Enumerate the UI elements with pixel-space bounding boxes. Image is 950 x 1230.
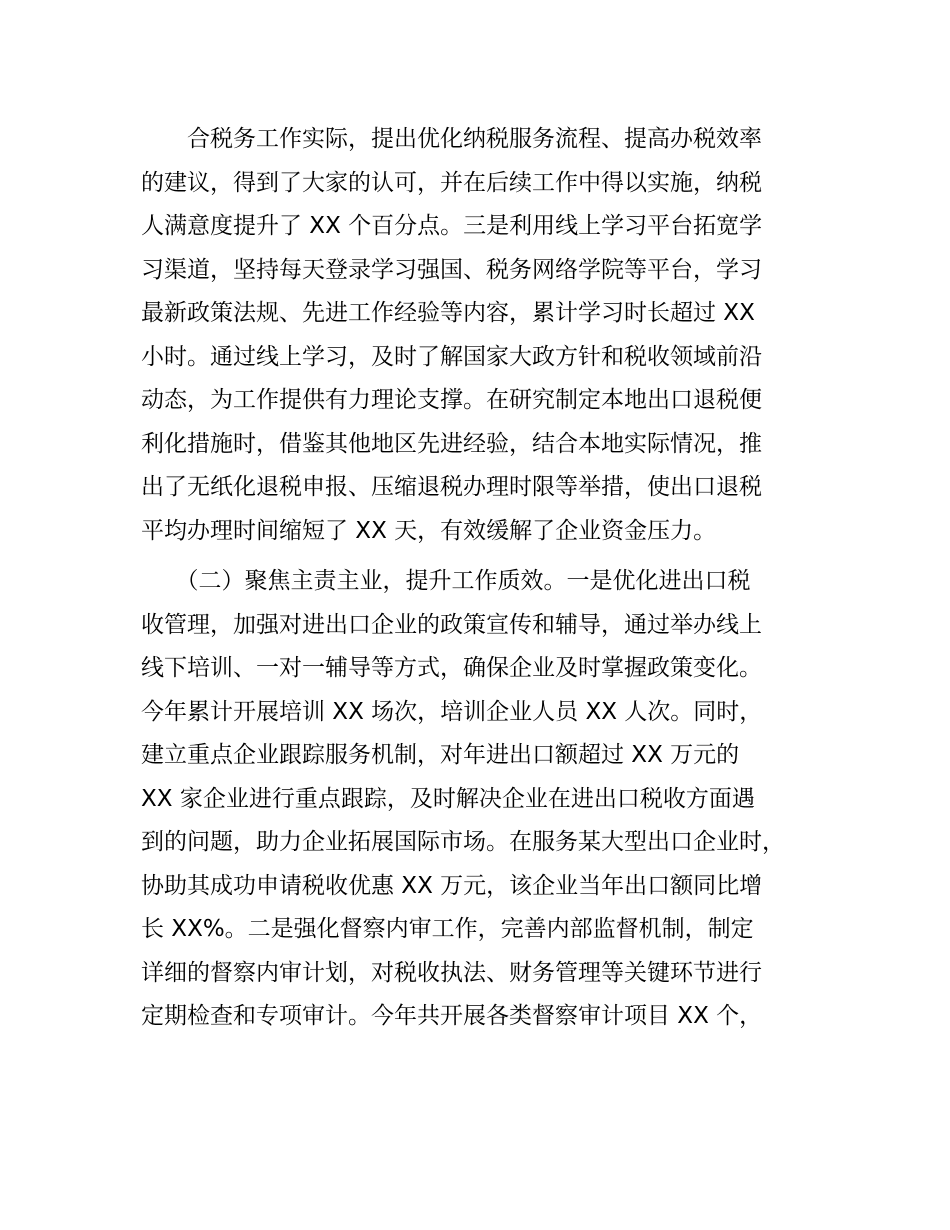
text-line: 平均办理时间缩短了 XX 天，有效缓解了企业资金压力。	[141, 517, 717, 544]
text-line: 动态，为工作提供有力理论支撑。在研究制定本地出口退税便	[141, 387, 762, 413]
text-line: 到的问题，助力企业拓展国际市场。在服务某大型出口企业时，	[141, 829, 785, 855]
text-line: 的建议，得到了大家的认可，并在后续工作中得以实施，纳税	[141, 169, 762, 196]
text-line: 小时。通过线上学习，及时了解国家大政方针和税收领域前沿	[141, 343, 762, 370]
text-line: 线下培训、一对一辅导等方式，确保企业及时掌握政策变化。	[141, 655, 762, 681]
text-line: 合税务工作实际，提出优化纳税服务流程、提高办税效率	[141, 126, 762, 152]
text-line: 利化措施时，借鉴其他地区先进经验，结合本地实际情况，推	[141, 430, 762, 457]
paragraph-2	[141, 560, 841, 1039]
text-line: 详细的督察内审计划，对税收执法、财务管理等关键环节进行	[141, 959, 762, 986]
text-line: （二）聚焦主责主业，提升工作质效。一是优化进出口税	[141, 568, 751, 594]
text-line: 协助其成功申请税收优惠 XX 万元，该企业当年出口额同比增	[141, 872, 763, 899]
text-line: 人满意度提升了 XX 个百分点。三是利用线上学习平台拓宽学	[141, 213, 763, 239]
paragraph-gap	[141, 553, 841, 560]
text-line: 今年累计开展培训 XX 场次，培训企业人员 XX 人次。同时，	[141, 698, 763, 725]
text-line: XX 家企业进行重点跟踪，及时解决企业在进出口税收方面遇	[141, 785, 755, 812]
text-line: 最新政策法规、先进工作经验等内容，累计学习时长超过 XX	[141, 300, 755, 326]
body-text	[141, 118, 841, 1039]
text-line: 出了无纸化退税申报、压缩退税办理时限等举措，使出口退税	[141, 474, 762, 500]
text-line: 长 XX%。二是强化督察内审工作，完善内部监督机制，制定	[141, 916, 754, 942]
text-line: 定期检查和专项审计。今年共开展各类督察审计项目 XX 个，	[141, 1003, 763, 1029]
paragraph-1	[141, 118, 841, 553]
text-line: 建立重点企业跟踪服务机制，对年进出口额超过 XX 万元的	[141, 742, 740, 768]
text-line: 收管理，加强对进出口企业的政策宣传和辅导，通过举办线上	[141, 611, 762, 638]
text-line: 习渠道，坚持每天登录学习强国、税务网络学院等平台，学习	[141, 256, 762, 283]
